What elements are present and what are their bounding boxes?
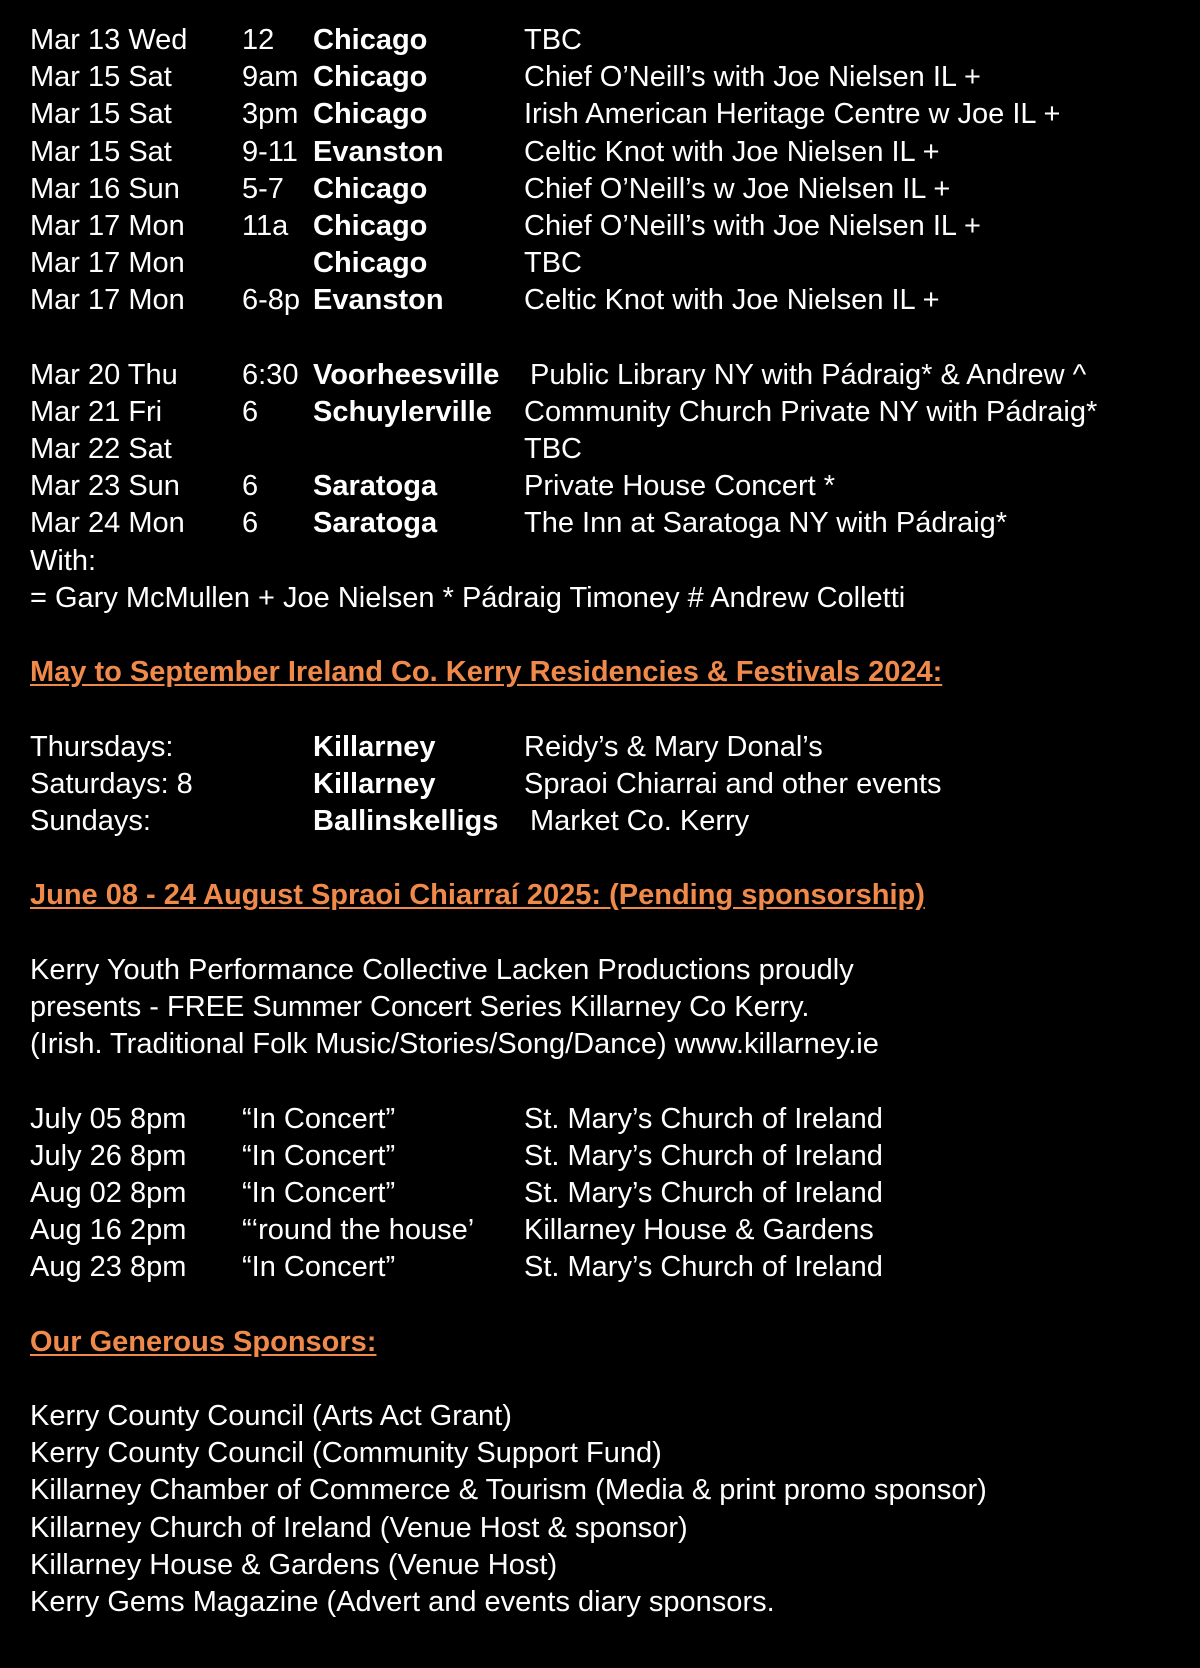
sponsor-item: Killarney House & Gardens (Venue Host) <box>30 1548 558 1581</box>
us-tour-list <box>30 22 1200 320</box>
tour-time: 6 <box>242 395 259 428</box>
tour-date: Mar 16 Sun <box>30 172 180 205</box>
tour-city: Chicago <box>313 61 428 94</box>
tour-city: Chicago <box>313 98 428 131</box>
tour-city: Chicago <box>313 172 428 205</box>
tour-row <box>30 394 1200 431</box>
tour-time: 5-7 <box>242 172 284 205</box>
tour-date: Mar 17 Mon <box>30 284 185 317</box>
tour-venue: TBC <box>524 247 582 280</box>
tour-venue: Private House Concert * <box>524 470 836 503</box>
residency-venue: Spraoi Chiarrai and other events <box>524 767 942 800</box>
concert-venue: St. Mary’s Church of Ireland <box>524 1251 883 1284</box>
sponsor-item: Kerry Gems Magazine (Advert and events diary sponsors. <box>30 1586 775 1619</box>
tour-row <box>30 245 1200 282</box>
concert-title: “In Concert” <box>242 1102 396 1135</box>
residency-town: Ballinskelligs <box>313 804 499 837</box>
concert-venue: St. Mary’s Church of Ireland <box>524 1139 883 1172</box>
concert-list <box>30 1101 1200 1287</box>
tour-venue: Celtic Knot with Joe Nielsen IL + <box>524 135 940 168</box>
residency-row <box>30 803 1200 840</box>
tour-venue: TBC <box>524 433 582 466</box>
kerry-residencies-heading: May to September Ireland Co. Kerry Residencies & Festivals 2024: <box>30 656 943 689</box>
tour-date: Mar 24 Mon <box>30 507 185 540</box>
concert-title: “In Concert” <box>242 1176 396 1209</box>
tour-city: Chicago <box>313 209 428 242</box>
concert-venue: St. Mary’s Church of Ireland <box>524 1102 883 1135</box>
ny-tour-list <box>30 357 1200 543</box>
residency-day: Saturdays: 8 <box>30 767 193 800</box>
concert-date: July 26 8pm <box>30 1139 187 1172</box>
concert-date: Aug 16 2pm <box>30 1214 187 1247</box>
residency-venue: Market Co. Kerry <box>530 804 750 837</box>
residency-row <box>30 766 1200 803</box>
spraoi-intro <box>30 952 1200 1064</box>
tour-date: Mar 20 Thu <box>30 358 178 391</box>
concert-venue: Killarney House & Gardens <box>524 1214 874 1247</box>
with-legend: = Gary McMullen + Joe Nielsen * Pádraig Timoney # Andrew Colletti <box>30 581 906 614</box>
tour-venue: TBC <box>524 24 582 56</box>
residency-day: Thursdays: <box>30 730 174 763</box>
tour-date: Mar 21 Fri <box>30 395 163 428</box>
tour-time: 11a <box>242 209 289 242</box>
tour-date: Mar 15 Sat <box>30 61 172 94</box>
intro-line: Kerry Youth Performance Collective Lacken Productions proudly <box>30 953 854 986</box>
residency-row <box>30 729 1200 766</box>
intro-line: (Irish. Traditional Folk Music/Stories/Song/Dance) www.killarney.ie <box>30 1028 879 1061</box>
with-label: With: <box>30 544 97 577</box>
tour-venue: Chief O’Neill’s with Joe Nielsen IL + <box>524 209 981 242</box>
tour-row <box>30 59 1200 96</box>
concert-title: “In Concert” <box>242 1251 396 1284</box>
tour-city: Chicago <box>313 24 428 56</box>
sponsor-item: Kerry County Council (Arts Act Grant) <box>30 1400 512 1433</box>
tour-time: 6 <box>242 470 259 503</box>
tour-row <box>30 171 1200 208</box>
tour-row <box>30 505 1200 542</box>
concert-date: Aug 02 8pm <box>30 1176 187 1209</box>
residencies-list <box>30 729 1200 841</box>
concert-venue: St. Mary’s Church of Ireland <box>524 1176 883 1209</box>
tour-venue: Irish American Heritage Centre w Joe IL + <box>524 98 1061 131</box>
tour-venue: Community Church Private NY with Pádraig* <box>524 395 1098 428</box>
residency-town: Killarney <box>313 730 436 763</box>
spacer <box>30 1286 1200 1323</box>
tour-date: Mar 13 Wed <box>30 24 188 56</box>
tour-time: 9-11 <box>242 135 298 168</box>
spacer <box>30 320 1200 357</box>
tour-time: 6-8p <box>242 284 301 317</box>
tour-venue: Chief O’Neill’s w Joe Nielsen IL + <box>524 172 951 205</box>
residency-venue: Reidy’s & Mary Donal’s <box>524 730 823 763</box>
tour-row <box>30 431 1200 468</box>
intro-line: presents - FREE Summer Concert Series Killarney Co Kerry. <box>30 990 810 1023</box>
sponsor-item: Killarney Church of Ireland (Venue Host & sponsor) <box>30 1511 688 1544</box>
tour-date: Mar 15 Sat <box>30 135 172 168</box>
sponsors-heading: Our Generous Sponsors: <box>30 1325 377 1358</box>
concert-row <box>30 1101 1200 1138</box>
tour-venue: Public Library NY with Pádraig* & Andrew ^ <box>530 358 1087 391</box>
tour-venue: The Inn at Saratoga NY with Pádraig* <box>524 507 1008 540</box>
residency-day: Sundays: <box>30 804 151 837</box>
tour-row <box>30 208 1200 245</box>
tour-time: 6 <box>242 507 259 540</box>
tour-city: Saratoga <box>313 470 438 503</box>
concert-row <box>30 1175 1200 1212</box>
concert-title: “In Concert” <box>242 1139 396 1172</box>
tour-row <box>30 96 1200 133</box>
spacer <box>30 1361 1200 1398</box>
tour-city: Evanston <box>313 135 444 168</box>
tour-time: 6:30 <box>242 358 299 391</box>
spacer <box>30 1063 1200 1100</box>
tour-city: Saratoga <box>313 507 438 540</box>
tour-date: Mar 15 Sat <box>30 98 172 131</box>
spacer <box>30 617 1200 654</box>
tour-date: Mar 23 Sun <box>30 470 180 503</box>
spraoi-heading: June 08 - 24 August Spraoi Chiarraí 2025: (Pending sponsorship) <box>30 879 925 912</box>
tour-date: Mar 17 Mon <box>30 247 185 280</box>
tour-city: Voorheesville <box>313 358 500 391</box>
tour-date: Mar 22 Sat <box>30 433 172 466</box>
concert-row <box>30 1249 1200 1286</box>
tour-city: Schuylerville <box>313 395 492 428</box>
spacer <box>30 840 1200 877</box>
tour-time: 12 <box>242 24 275 56</box>
concert-row <box>30 1138 1200 1175</box>
tour-time: 9am <box>242 61 299 94</box>
tour-row <box>30 282 1200 319</box>
sponsor-item: Killarney Chamber of Commerce & Tourism (Media & print promo sponsor) <box>30 1474 987 1507</box>
tour-row <box>30 22 1200 59</box>
sponsors-list <box>30 1398 1200 1621</box>
concert-date: July 05 8pm <box>30 1102 187 1135</box>
concert-date: Aug 23 8pm <box>30 1251 187 1284</box>
tour-row <box>30 134 1200 171</box>
concert-title: “‘round the house’ <box>242 1214 475 1247</box>
concert-row <box>30 1212 1200 1249</box>
tour-venue: Celtic Knot with Joe Nielsen IL + <box>524 284 940 317</box>
tour-city: Chicago <box>313 247 428 280</box>
sponsor-item: Kerry County Council (Community Support Fund) <box>30 1437 662 1470</box>
tour-city: Evanston <box>313 284 444 317</box>
tour-time: 3pm <box>242 98 299 131</box>
tour-date: Mar 17 Mon <box>30 209 185 242</box>
residency-town: Killarney <box>313 767 436 800</box>
tour-row <box>30 468 1200 505</box>
tour-venue: Chief O’Neill’s with Joe Nielsen IL + <box>524 61 981 94</box>
spacer <box>30 915 1200 952</box>
spacer <box>30 691 1200 728</box>
tour-row <box>30 357 1200 394</box>
